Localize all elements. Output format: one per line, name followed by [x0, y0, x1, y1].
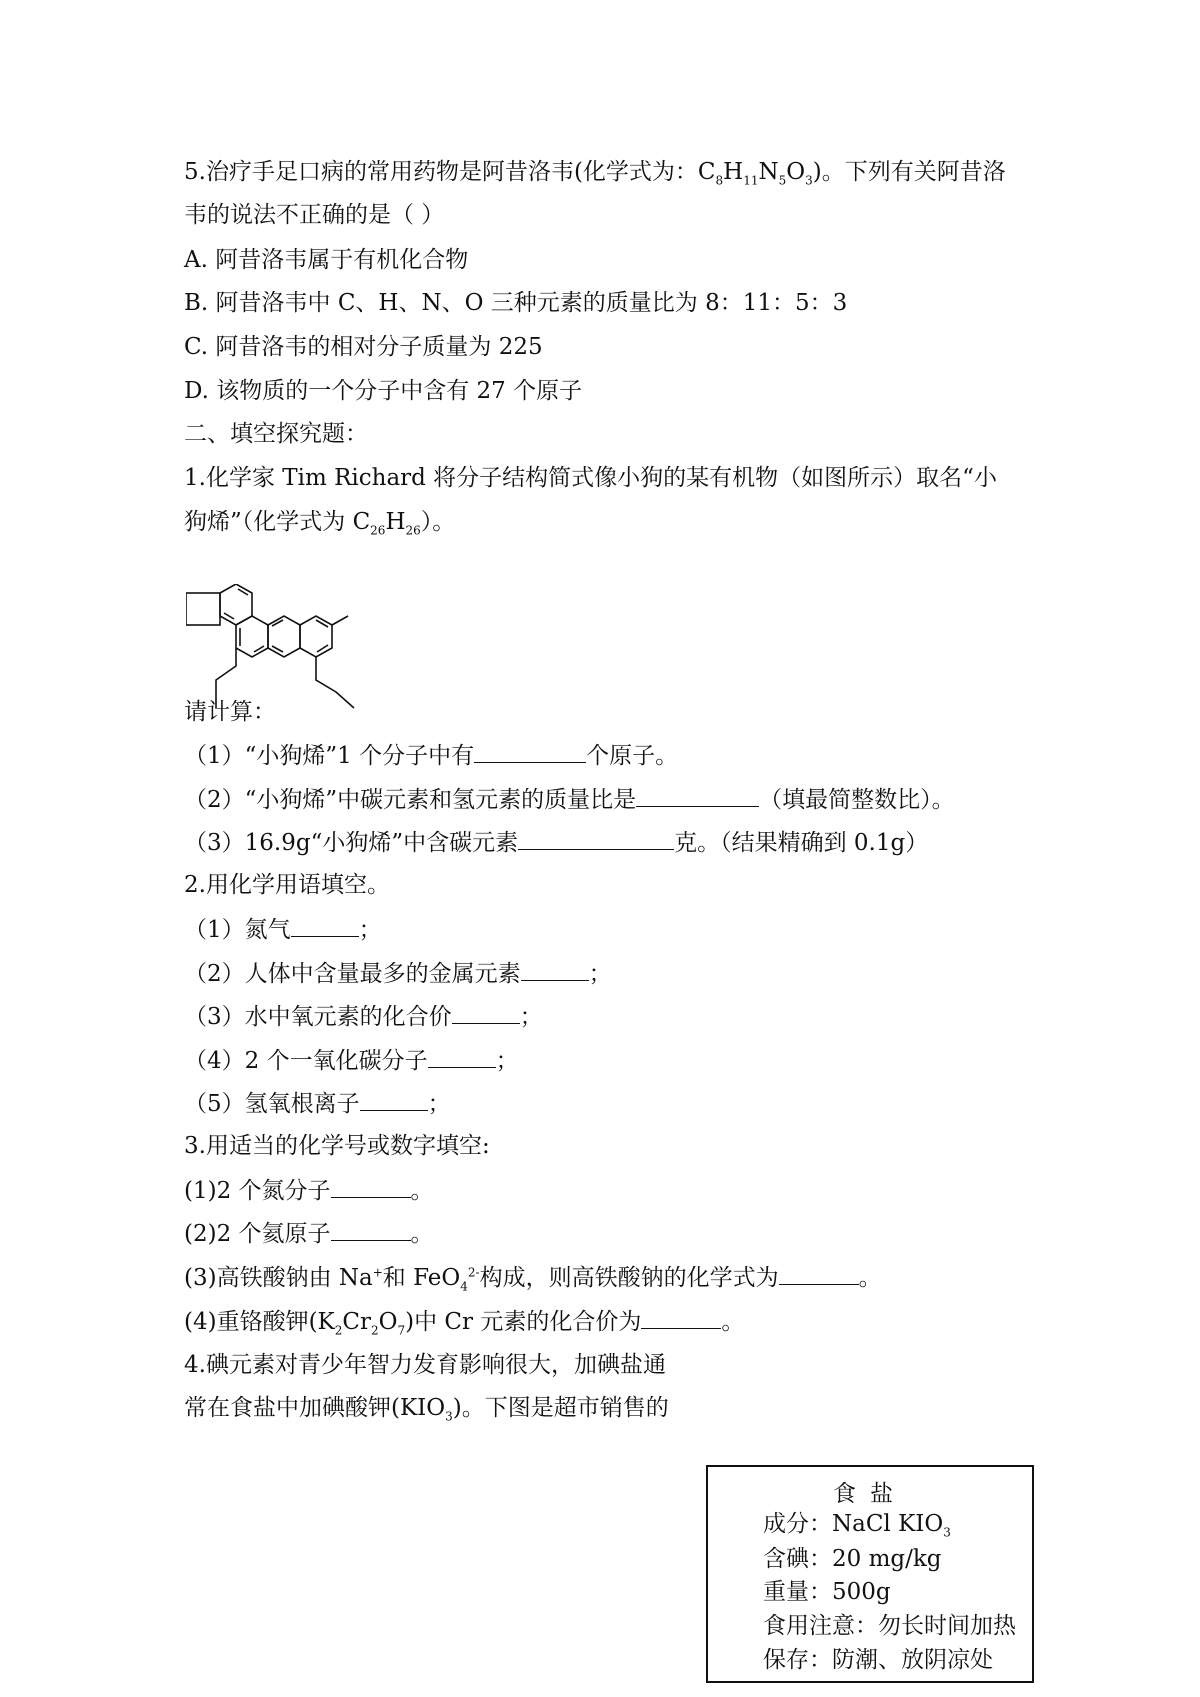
p2-item-1: （1）氮气 ；: [184, 914, 382, 945]
methyl-group: [332, 616, 348, 625]
ring-c: [268, 616, 300, 657]
salt-weight: 重量：500g: [763, 1579, 891, 1605]
p1-line2: 狗烯”（化学式为 $C_{26}H_{26}$）。: [184, 509, 456, 538]
answer-blank[interactable]: [518, 827, 674, 850]
salt-iodine: 含碘：20 mg/kg: [763, 1546, 942, 1572]
q5-option-d: D. 该物质的一个分子中含有 27 个原子: [184, 378, 583, 404]
p4-line1: 4.碘元素对青少年智力发育影响很大，加碘盐通: [184, 1352, 666, 1378]
p2-item-5: （5）氢氧根离子 ；: [184, 1088, 451, 1119]
salt-label-title: 食盐: [833, 1481, 907, 1507]
answer-blank[interactable]: [331, 1175, 411, 1198]
p1-q2: （2）“小狗烯”中碳元素和氢元素的质量比是 （填最简整数比）。: [184, 784, 955, 815]
p2-item-4: （4）2 个一氧化碳分子 ；: [184, 1045, 519, 1076]
answer-blank[interactable]: [452, 1001, 520, 1024]
p1-q3: （3）16.9g“小狗烯”中含碳元素 克。（结果精确到 0.1g）: [184, 827, 928, 858]
p4-line2: 常在食盐中加碘酸钾$(KIO_3)$。下图是超市销售的: [184, 1395, 669, 1424]
ring-b: [236, 616, 268, 657]
p3-title: 3.用适当的化学号或数字填空:: [184, 1133, 490, 1159]
p1-line1: 1.化学家 Tim Richard 将分子结构简式像小狗的某有机物（如图所示）取名“小: [184, 465, 997, 491]
q5-option-c: C. 阿昔洛韦的相对分子质量为 225: [184, 334, 543, 360]
answer-blank[interactable]: [360, 1088, 428, 1111]
answer-blank[interactable]: [641, 1306, 721, 1329]
salt-ingredients: 成分：NaCl $KIO_3$: [763, 1511, 951, 1540]
salt-notice: 食用注意：勿长时间加热: [763, 1613, 1016, 1639]
four-membered-ring: [186, 593, 220, 625]
p3-item-2: (2)2 个氦原子 。: [184, 1218, 434, 1249]
p2-title: 2.用化学用语填空。: [184, 872, 390, 898]
p3-item-4: (4)重铬酸钾$(K_2Cr_2O_7)$中 Cr 元素的化合价为 。: [184, 1306, 744, 1337]
ethyl-group-right: [316, 657, 354, 708]
answer-blank[interactable]: [331, 1218, 411, 1241]
q5-option-a: A. 阿昔洛韦属于有机化合物: [184, 247, 469, 273]
q5-option-b: B. 阿昔洛韦中 C、H、N、O 三种元素的质量比为 8：11：5：3: [184, 290, 848, 316]
p2-item-2: （2）人体中含量最多的金属元素 ；: [184, 958, 612, 989]
p2-item-3: （3）水中氧元素的化合价 ；: [184, 1001, 543, 1032]
ring-d: [300, 616, 332, 657]
p1-calc-heading: 请计算：: [184, 699, 276, 725]
p3-item-3: (3)高铁酸钠由 Na+和 FeO$_4^{2-}$构成，则高铁酸钠的化学式为 。: [184, 1262, 882, 1293]
p3-item-1: (1)2 个氮分子 。: [184, 1175, 434, 1206]
answer-blank[interactable]: [636, 784, 759, 807]
section-heading: 二、填空探究题：: [184, 421, 368, 447]
answer-blank[interactable]: [474, 740, 586, 763]
answer-blank[interactable]: [428, 1045, 496, 1068]
answer-blank[interactable]: [521, 958, 589, 981]
q5-line2: 韦的说法不正确的是（ ）: [184, 202, 445, 228]
answer-blank[interactable]: [779, 1262, 859, 1285]
salt-label-box: [706, 1465, 1034, 1683]
salt-storage: 保存：防潮、放阴凉处: [763, 1647, 993, 1673]
q5-line1: 5.治疗手足口病的常用药物是阿昔洛韦(化学式为：$C_8H_{11}N_5O_3$)。下列有关阿昔洛: [184, 159, 1006, 188]
p1-q1: （1）“小狗烯”1 个分子中有 个原子。: [184, 740, 678, 771]
answer-blank[interactable]: [291, 914, 359, 937]
